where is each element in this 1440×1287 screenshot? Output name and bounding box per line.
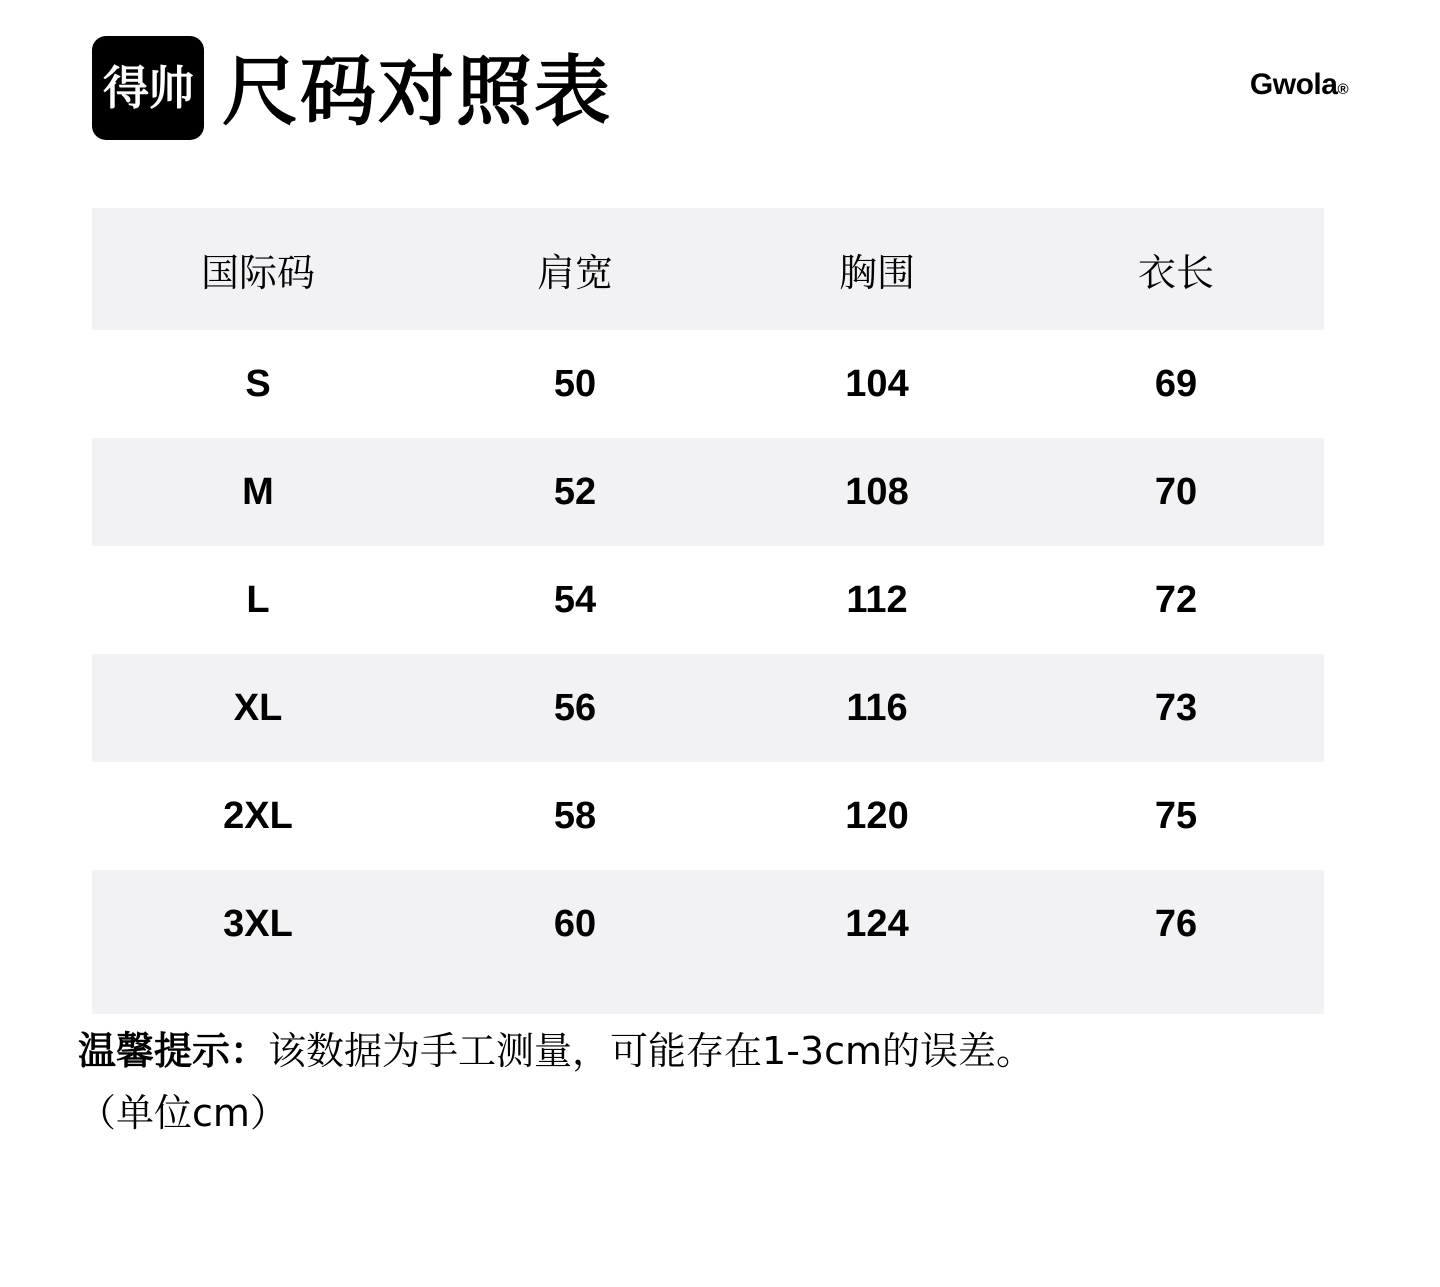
cell-shoulder: 50 (424, 330, 726, 438)
size-table-container (92, 208, 1324, 1014)
table-row (92, 654, 1324, 762)
note-unit: （单位cm） (78, 1091, 288, 1135)
column-header-size: 国际码 (92, 208, 424, 330)
cell-size: L (92, 546, 424, 654)
size-table-head (92, 208, 1324, 330)
size-table-body (92, 330, 1324, 978)
brand-logo-text: Gwola (1249, 68, 1338, 101)
table-row (92, 870, 1324, 978)
table-header-row (92, 208, 1324, 330)
registered-mark-icon: ® (1337, 81, 1348, 98)
cell-size: 3XL (92, 870, 424, 978)
page-header (92, 36, 1348, 140)
cell-bust: 124 (726, 870, 1028, 978)
cell-length: 70 (1028, 438, 1324, 546)
note-text: 该数据为手工测量，可能存在1-3cm的误差。 (268, 1029, 1034, 1073)
cell-bust: 116 (726, 654, 1028, 762)
brand-badge (92, 36, 204, 140)
brand-badge-label: 得帅 (103, 61, 193, 115)
column-header-length: 衣长 (1028, 208, 1324, 330)
note-label: 温馨提示： (78, 1029, 269, 1073)
column-header-shoulder: 肩宽 (424, 208, 726, 330)
measurement-note (78, 1020, 1368, 1144)
cell-length: 69 (1028, 330, 1324, 438)
cell-length: 72 (1028, 546, 1324, 654)
table-row (92, 438, 1324, 546)
cell-size: XL (92, 654, 424, 762)
cell-length: 76 (1028, 870, 1324, 978)
cell-shoulder: 52 (424, 438, 726, 546)
cell-size: 2XL (92, 762, 424, 870)
cell-size: S (92, 330, 424, 438)
cell-length: 75 (1028, 762, 1324, 870)
brand-logo (1250, 68, 1348, 102)
cell-bust: 112 (726, 546, 1028, 654)
table-row (92, 762, 1324, 870)
cell-bust: 108 (726, 438, 1028, 546)
table-row (92, 330, 1324, 438)
column-header-bust: 胸围 (726, 208, 1028, 330)
cell-size: M (92, 438, 424, 546)
cell-length: 73 (1028, 654, 1324, 762)
cell-shoulder: 56 (424, 654, 726, 762)
cell-shoulder: 58 (424, 762, 726, 870)
cell-shoulder: 54 (424, 546, 726, 654)
size-table (92, 208, 1324, 978)
cell-bust: 104 (726, 330, 1028, 438)
cell-bust: 120 (726, 762, 1028, 870)
cell-shoulder: 60 (424, 870, 726, 978)
page-title: 尺码对照表 (222, 47, 612, 136)
table-row (92, 546, 1324, 654)
table-bottom-spacer (92, 978, 1324, 1014)
